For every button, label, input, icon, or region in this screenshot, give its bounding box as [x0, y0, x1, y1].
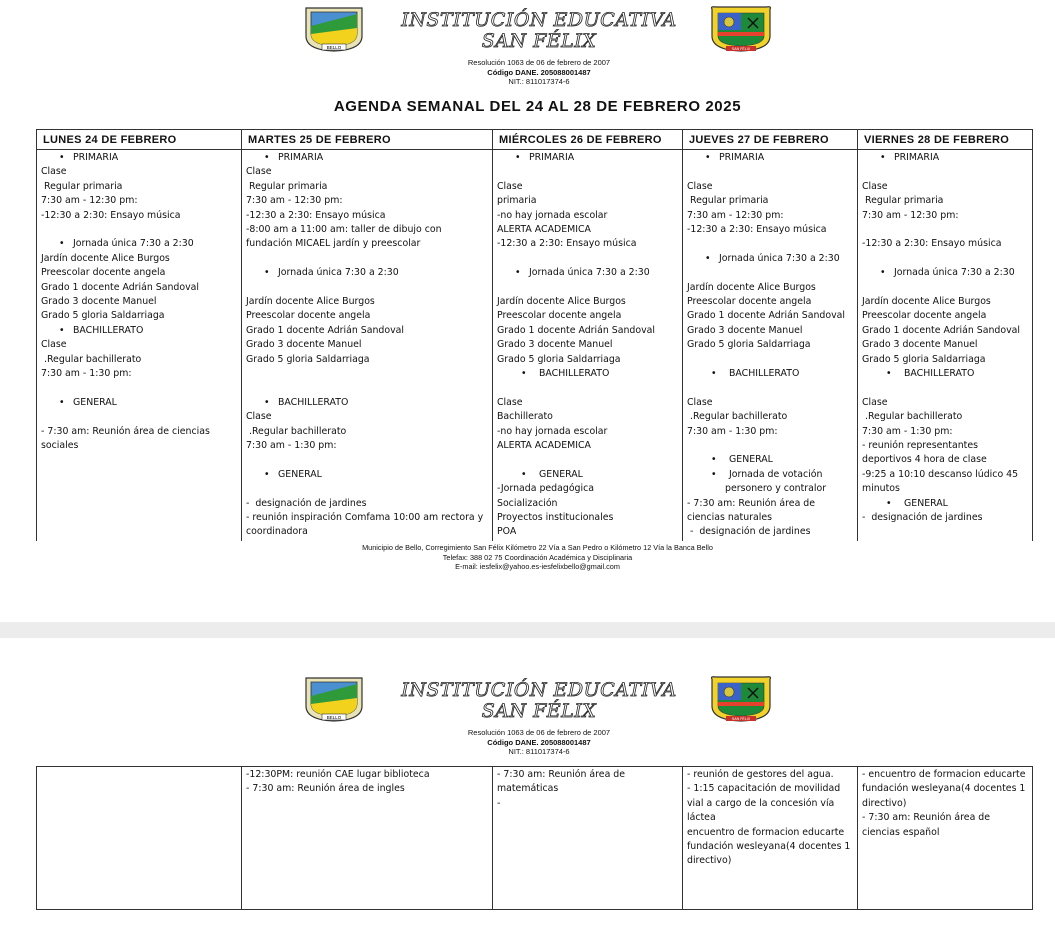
- agenda-line: [41, 223, 238, 237]
- agenda-line: [246, 367, 489, 381]
- agenda-bullet-item: • BACHILLERATO: [497, 367, 679, 381]
- agenda-line: Clase: [862, 180, 888, 192]
- cell-wednesday: [493, 767, 683, 910]
- agenda-line: Preescolar docente angela: [497, 310, 622, 322]
- cell-monday: [37, 767, 242, 910]
- agenda-line: Regular primaria: [687, 195, 769, 207]
- cell-tuesday: [242, 767, 493, 910]
- agenda-line: Jardín docente Alice Burgos: [687, 281, 816, 293]
- institution-name: [370, 680, 708, 722]
- nit-text: NIT.: 811017374-6: [508, 77, 570, 86]
- footer-address: Municipio de Bello, Corregimiento San Félix Kilómetro 22 Vía a San Pedro o Kilómetro 12 Vía la Banca Bello: [362, 543, 713, 552]
- agenda-bullet-item: • GENERAL: [862, 497, 1029, 511]
- agenda-line: Jardín docente Alice Burgos: [862, 296, 991, 307]
- agenda-line: Grado 3 docente Manuel: [246, 339, 362, 351]
- page-footer: [0, 543, 1055, 572]
- agenda-line: - reunión de gestores del agua.: [687, 769, 834, 780]
- document-page-2: [0, 638, 1055, 927]
- agenda-bullet-item: • BACHILLERATO: [41, 324, 238, 338]
- institution-name: [370, 10, 708, 52]
- san-felix-shield-logo: [708, 676, 774, 722]
- agenda-line: -: [497, 797, 501, 809]
- agenda-line: Grado 3 docente Manuel: [497, 339, 613, 351]
- dane-code: Código DANE. 205088001487: [487, 67, 591, 77]
- agenda-line: 7:30 am - 1:30 pm:: [41, 368, 132, 380]
- agenda-line: ALERTA ACADEMICA: [497, 224, 591, 236]
- agenda-line: Jardín docente Alice Burgos: [497, 296, 626, 308]
- agenda-line: 7:30 am - 1:30 pm:: [246, 440, 337, 452]
- logo-left-text: BELLO: [326, 715, 342, 720]
- agenda-line: Regular primaria: [862, 195, 944, 207]
- agenda-line: Grado 5 gloria Saldarriaga: [687, 339, 811, 351]
- agenda-line: Clase: [687, 396, 713, 408]
- agenda-line: Grado 1 docente Adrián Sandoval: [497, 324, 655, 336]
- agenda-title: AGENDA SEMANAL DEL 24 AL 28 DE FEBRERO 2025: [333, 98, 742, 115]
- letterhead-meta: [370, 728, 708, 757]
- logo-right-text: SAN FÉLIX: [731, 47, 751, 51]
- agenda-line: - 7:30 am: Reunión área de matemáticas: [497, 769, 629, 795]
- agenda-line: - encuentro de formacion educarte fundación wesleyana(4 docentes 1 directivo): [862, 769, 1029, 809]
- agenda-line: 7:30 am - 12:30 pm:: [687, 209, 784, 221]
- page-separator: [0, 622, 1055, 638]
- agenda-line: Bachillerato: [497, 411, 553, 423]
- agenda-line: [246, 453, 489, 467]
- agenda-line: Jardín docente Alice Burgos: [246, 296, 375, 308]
- agenda-line: Grado 3 docente Manuel: [862, 339, 978, 351]
- resolucion-text: Resolución 1063 de 06 de febrero de 2007: [467, 728, 611, 737]
- agenda-bullet-item: • Jornada única 7:30 a 2:30: [246, 266, 489, 280]
- agenda-line: ALERTA ACADEMICA: [497, 440, 591, 452]
- cell-thursday: [683, 150, 858, 542]
- agenda-line: Jardín docente Alice Burgos: [41, 252, 170, 264]
- agenda-line: 7:30 am - 1:30 pm:: [862, 425, 953, 437]
- nit-text: NIT.: 811017374-6: [508, 747, 570, 756]
- agenda-line: Grado 1 docente Adrián Sandoval: [246, 324, 404, 336]
- agenda-line: [497, 165, 679, 179]
- agenda-line: [687, 439, 854, 453]
- agenda-line: [497, 381, 679, 395]
- agenda-line: .Regular bachillerato: [41, 353, 142, 365]
- agenda-line: Grado 3 docente Manuel: [41, 296, 157, 308]
- agenda-line: [862, 252, 1029, 266]
- footer-telefax: Telefax: 388 02 75 Coordinación Académica y Disciplinaria: [442, 552, 633, 562]
- bello-shield-logo: [302, 6, 366, 52]
- agenda-line: -12:30 a 2:30: Ensayo música: [862, 238, 1002, 250]
- agenda-bullet-item: • PRIMARIA: [246, 151, 489, 165]
- agenda-line: -12:30 a 2:30: Ensayo música: [246, 209, 386, 221]
- institution-line-1: INSTITUCIÓN EDUCATIVA: [401, 679, 677, 701]
- agenda-line: [246, 281, 489, 295]
- agenda-line: primaria: [497, 195, 537, 207]
- column-header-friday: VIERNES 28 DE FEBRERO: [858, 130, 1033, 150]
- column-header-tuesday: MARTES 25 DE FEBRERO: [242, 130, 493, 150]
- letterhead: [300, 6, 780, 86]
- agenda-table-continued: [36, 766, 1033, 910]
- agenda-line: - reunión representantes deportivos 4 hora de clase: [862, 440, 987, 466]
- agenda-line: [41, 381, 238, 395]
- agenda-line: - designación de jardines: [246, 497, 367, 509]
- agenda-line: - designación de jardines: [862, 512, 983, 524]
- agenda-line: [687, 165, 854, 179]
- agenda-line: [862, 281, 1029, 295]
- agenda-line: -no hay jornada escolar: [497, 209, 608, 221]
- agenda-line: Preescolar docente angela: [246, 310, 371, 322]
- agenda-table: [36, 129, 1033, 541]
- institution-line-2: SAN FÉLIX: [481, 700, 597, 722]
- agenda-bullet-item: • GENERAL: [41, 396, 238, 410]
- agenda-line: Clase: [41, 166, 67, 178]
- agenda-body-row: [37, 150, 1033, 542]
- logo-left-text: BELLO: [326, 45, 342, 50]
- agenda-line: Clase: [41, 339, 67, 351]
- agenda-line: -12:30 a 2:30: Ensayo música: [687, 224, 827, 236]
- agenda-line: -12:30PM: reunión CAE lugar biblioteca: [246, 769, 430, 780]
- agenda-line: Clase: [497, 180, 523, 192]
- agenda-line: .Regular bachillerato: [687, 411, 788, 423]
- dane-code: Código DANE. 205088001487: [487, 737, 591, 747]
- agenda-line: [862, 223, 1029, 237]
- agenda-line: - reunión inspiración Comfama 10:00 am rectora y coordinadora: [246, 512, 487, 538]
- agenda-bullet-item: • PRIMARIA: [497, 151, 679, 165]
- agenda-line: [246, 482, 489, 496]
- column-header-monday: LUNES 24 DE FEBRERO: [37, 130, 242, 150]
- agenda-line: Grado 1 docente Adrián Sandoval: [41, 281, 199, 293]
- agenda-line: 7:30 am - 12:30 pm:: [41, 195, 138, 207]
- bello-shield-logo: [302, 676, 366, 722]
- agenda-line: [246, 381, 489, 395]
- agenda-line: 7:30 am - 12:30 pm:: [862, 209, 959, 221]
- footer-email: E-mail: iesfelix@yahoo.es-iesfelixbello@gmail.com: [455, 562, 620, 571]
- agenda-line: - 7:30 am: Reunión área de ciencias sociales: [41, 425, 213, 452]
- agenda-line: Grado 5 gloria Saldarriaga: [497, 353, 621, 365]
- agenda-line: [41, 410, 238, 424]
- agenda-line: [687, 381, 854, 395]
- agenda-line: Grado 5 gloria Saldarriaga: [246, 353, 370, 365]
- agenda-line: -no hay jornada escolar: [497, 425, 608, 437]
- agenda-line: - 1:15 capacitación de movilidad vial a cargo de la concesión vía láctea: [687, 783, 844, 824]
- letterhead: [300, 676, 780, 756]
- agenda-line: .Regular bachillerato: [246, 425, 347, 437]
- agenda-bullet-item: • BACHILLERATO: [687, 367, 854, 381]
- agenda-line: 7:30 am - 12:30 pm:: [246, 195, 343, 207]
- agenda-line: Socialización: [497, 497, 558, 509]
- agenda-line: [862, 381, 1029, 395]
- agenda-bullet-item: • GENERAL: [687, 453, 854, 467]
- agenda-line: [687, 266, 854, 280]
- agenda-line: Grado 3 docente Manuel: [687, 324, 803, 336]
- agenda-bullet-item: • PRIMARIA: [687, 151, 854, 165]
- agenda-bullet-item: • GENERAL: [497, 468, 679, 482]
- cell-monday: [37, 150, 242, 542]
- cell-wednesday: [493, 150, 683, 542]
- cell-thursday: [683, 767, 858, 910]
- logo-right-text: SAN FÉLIX: [731, 717, 751, 721]
- agenda-line: 7:30 am - 1:30 pm:: [687, 425, 778, 437]
- cell-friday: [858, 150, 1033, 542]
- agenda-line: Preescolar docente angela: [687, 296, 812, 308]
- agenda-bullet-item: • GENERAL: [246, 468, 489, 482]
- agenda-line: Regular primaria: [246, 180, 328, 192]
- agenda-line: Clase: [687, 180, 713, 192]
- agenda-bullet-item: • Jornada única 7:30 a 2:30: [41, 237, 238, 251]
- agenda-line: Grado 1 docente Adrián Sandoval: [862, 324, 1020, 336]
- cell-friday: [858, 767, 1033, 910]
- agenda-line: Clase: [246, 166, 272, 178]
- agenda-line: [687, 237, 854, 251]
- agenda-line: -12:30 a 2:30: Ensayo música: [41, 209, 181, 221]
- column-header-thursday: JUEVES 27 DE FEBRERO: [683, 130, 858, 150]
- agenda-line: Grado 5 gloria Saldarriaga: [41, 310, 165, 322]
- agenda-bullet-item: • Jornada de votación personero y contralor: [687, 468, 854, 497]
- agenda-line: encuentro de formacion educarte fundación wesleyana(4 docentes 1 directivo): [687, 826, 854, 867]
- agenda-line: Grado 5 gloria Saldarriaga: [862, 353, 986, 365]
- agenda-header-row: [37, 130, 1033, 150]
- agenda-line: Proyectos institucionales: [497, 512, 614, 524]
- agenda-bullet-item: • BACHILLERATO: [246, 396, 489, 410]
- agenda-line: -8:00 am a 11:00 am: taller de dibujo con fundación MICAEL jardín y preescolar: [246, 224, 445, 250]
- institution-line-2: SAN FÉLIX: [481, 30, 597, 52]
- agenda-line: Grado 1 docente Adrián Sandoval: [687, 310, 845, 322]
- agenda-bullet-item: • BACHILLERATO: [862, 367, 1029, 381]
- agenda-line: [687, 353, 854, 367]
- agenda-line: -Jornada pedagógica: [497, 483, 595, 495]
- agenda-bullet-item: • Jornada única 7:30 a 2:30: [862, 266, 1029, 280]
- agenda-line: Clase: [497, 396, 523, 408]
- resolucion-text: Resolución 1063 de 06 de febrero de 2007: [467, 58, 611, 67]
- agenda-line: - 7:30 am: Reunión área de ingles: [246, 783, 405, 795]
- agenda-line: - 7:30 am: Reunión área de ciencias naturales: [687, 497, 821, 524]
- agenda-line: Preescolar docente angela: [862, 310, 987, 322]
- agenda-line: -9:25 a 10:10 descanso lúdico 45 minutos: [862, 468, 1022, 495]
- agenda-line: Clase: [246, 411, 272, 423]
- agenda-body-row: [37, 767, 1033, 910]
- agenda-line: Preescolar docente angela: [41, 267, 166, 279]
- agenda-bullet-item: • PRIMARIA: [41, 151, 238, 165]
- agenda-line: [246, 252, 489, 266]
- agenda-line: Clase: [862, 396, 888, 408]
- agenda-line: [497, 453, 679, 467]
- agenda-line: [862, 165, 1029, 179]
- agenda-line: -12:30 a 2:30: Ensayo música: [497, 238, 637, 250]
- agenda-line: [497, 252, 679, 266]
- cell-tuesday: [242, 150, 493, 542]
- san-felix-shield-logo: [708, 6, 774, 52]
- agenda-line: POA: [497, 526, 517, 538]
- agenda-bullet-item: • PRIMARIA: [862, 151, 1029, 165]
- agenda-line: .Regular bachillerato: [862, 411, 963, 423]
- agenda-line: - 7:30 am: Reunión área de ciencias español: [862, 812, 996, 838]
- agenda-line: - designación de jardines: [687, 526, 811, 538]
- agenda-bullet-item: • Jornada única 7:30 a 2:30: [687, 252, 854, 266]
- agenda-line: Regular primaria: [41, 180, 123, 192]
- agenda-bullet-item: • Jornada única 7:30 a 2:30: [497, 266, 679, 280]
- letterhead-meta: [370, 58, 708, 87]
- institution-line-1: INSTITUCIÓN EDUCATIVA: [401, 9, 677, 31]
- column-header-wednesday: MIÉRCOLES 26 DE FEBRERO: [493, 130, 683, 150]
- agenda-line: [497, 281, 679, 295]
